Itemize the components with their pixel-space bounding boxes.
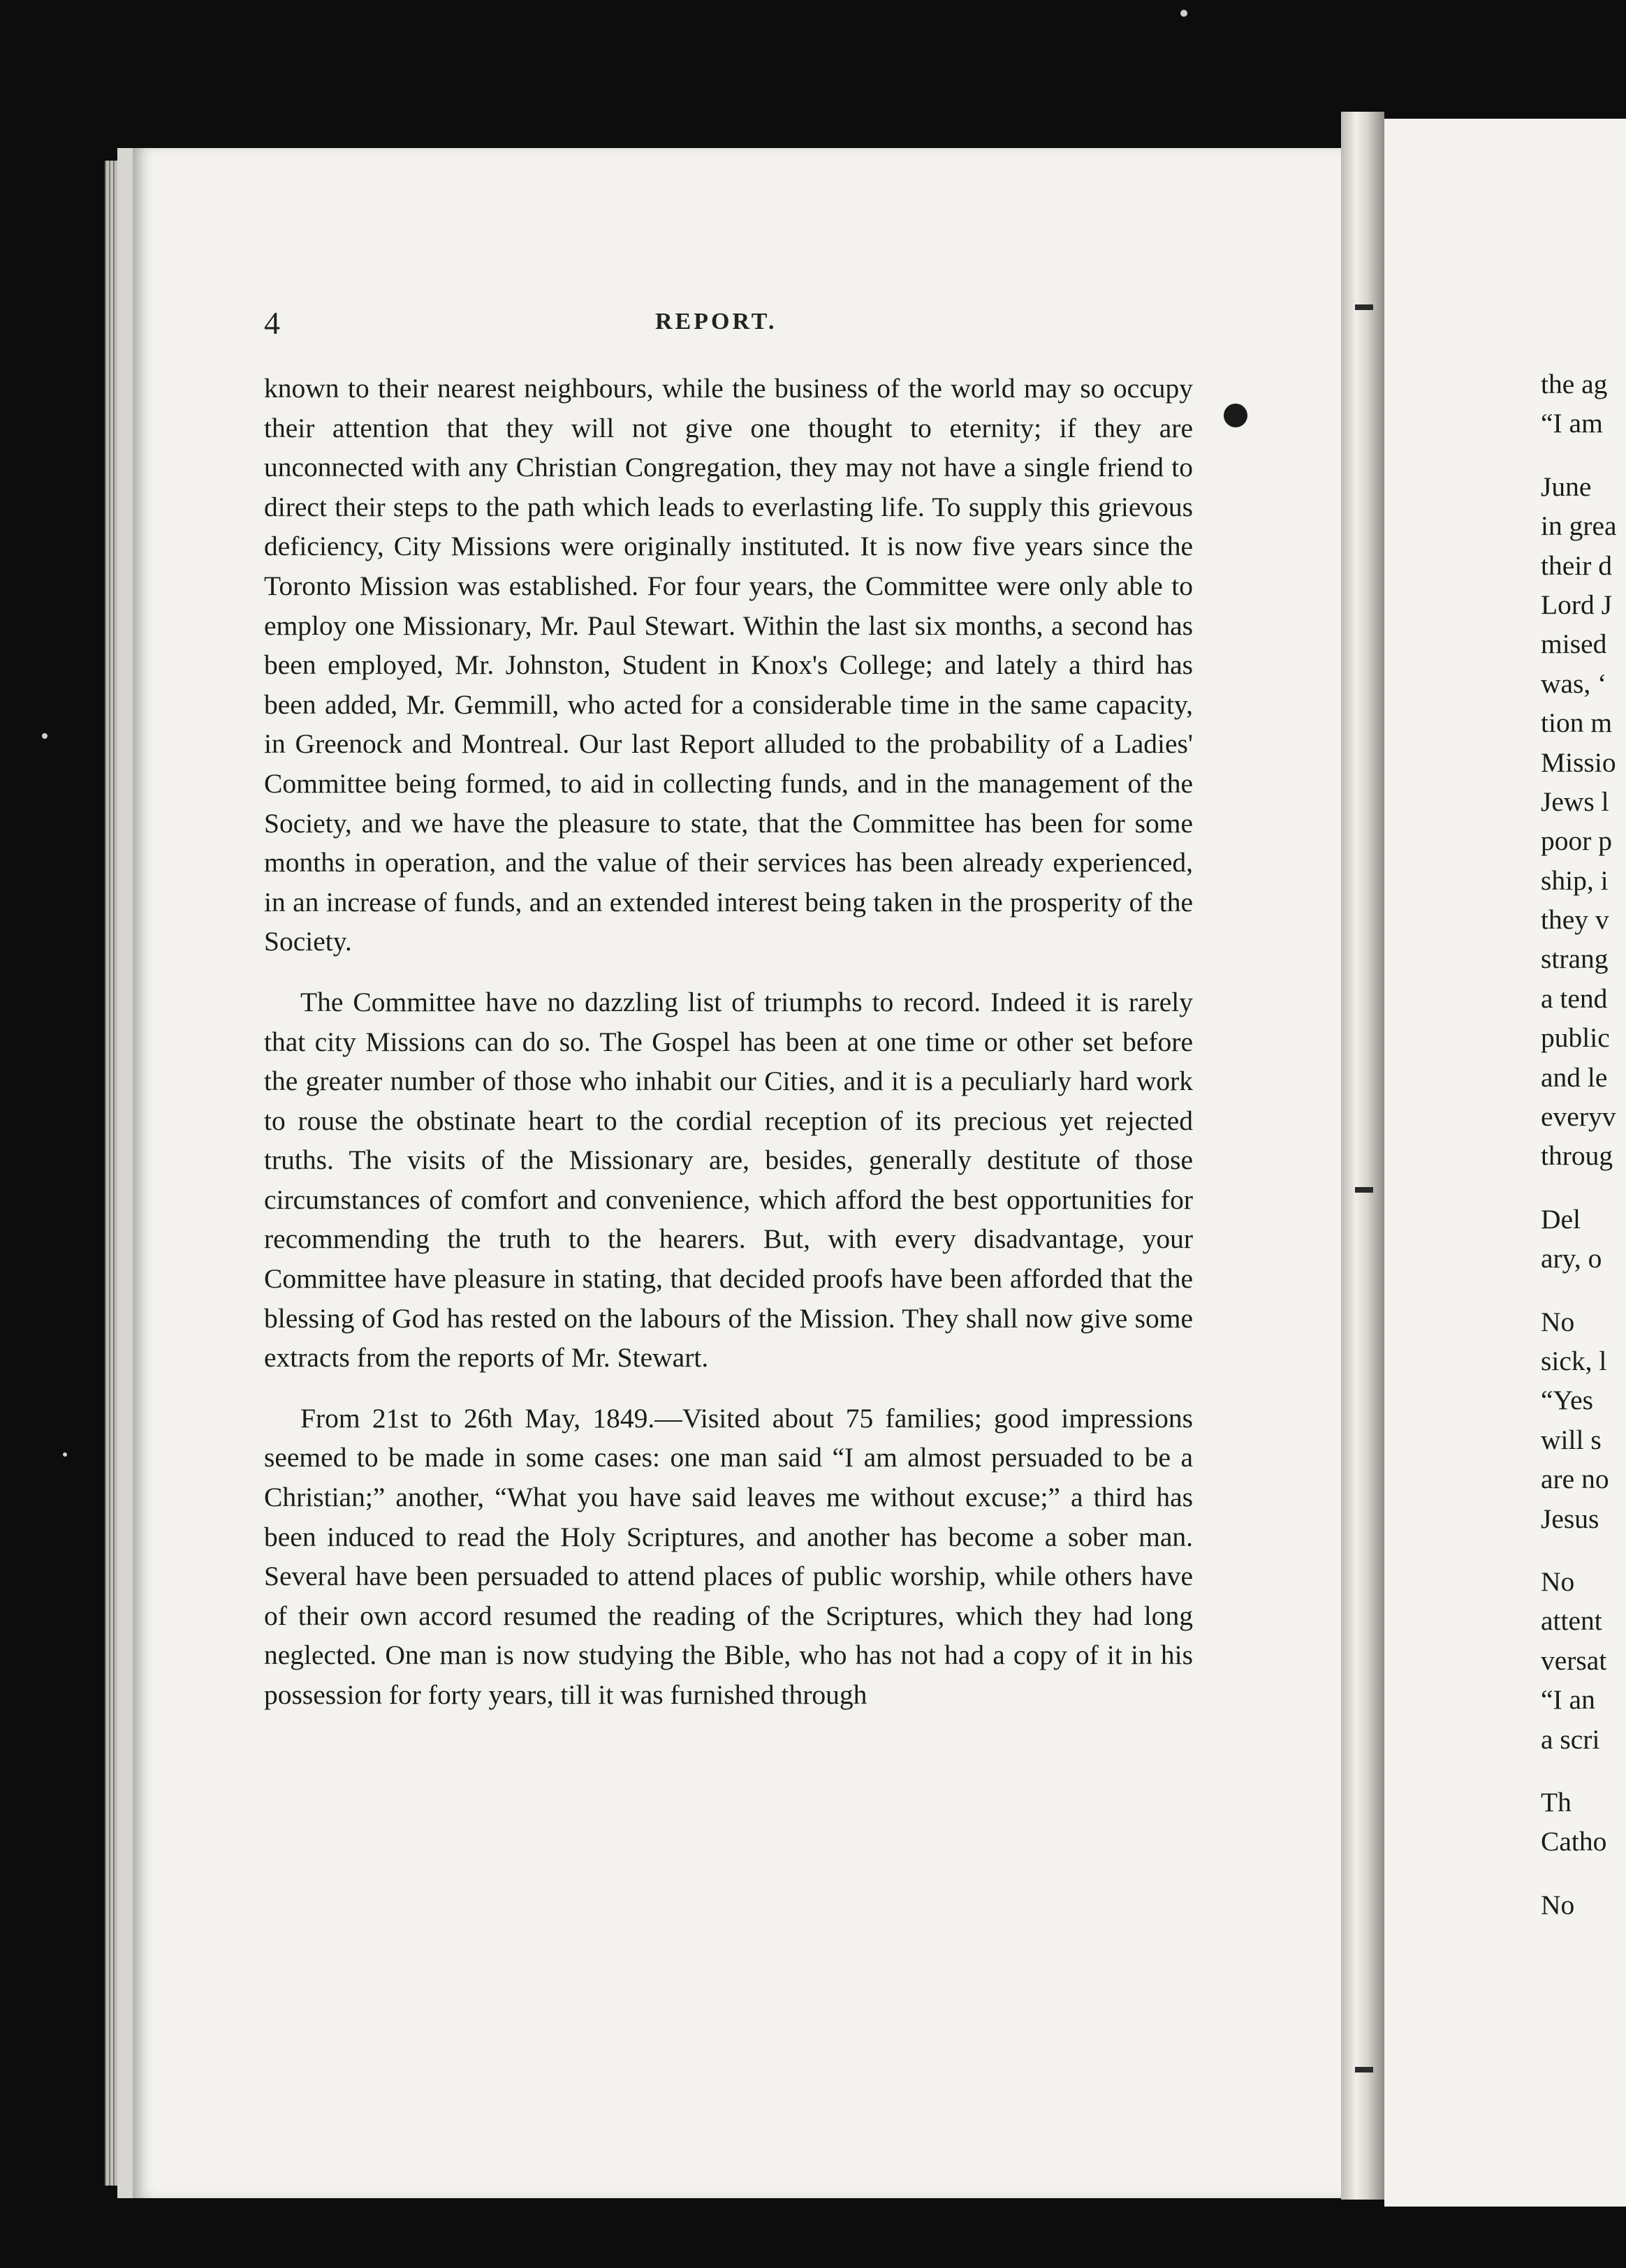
right-fragment-line: Jews l — [1541, 786, 1609, 817]
right-fragment-block-5 — [1541, 1562, 1626, 1759]
paragraph-3: From 21st to 26th May, 1849.—Visited about 75 families; good impressions seemed to be made in some cases: one man said “I am almost persuaded to be a Christian;” another, “What you have said leaves me without excuse;” a third has been induced to read the Holy Scriptures, and another has become a sober man. Several have been persuaded to attend places of public worship, while others have of their own accord resumed the reading of the Scriptures, which they had long neglected. One man is now studying the Bible, who has not had a copy of it in his possession for forty years, till it was furnished through — [264, 1402, 1193, 1710]
right-fragment-line: Jesus — [1541, 1503, 1599, 1534]
right-fragment-line: was, ‘ — [1541, 668, 1607, 699]
right-fragment-line: ary, o — [1541, 1243, 1602, 1274]
ink-blot — [1224, 404, 1247, 427]
right-fragment-line: will s — [1541, 1424, 1602, 1455]
right-fragment-line: Lord J — [1541, 589, 1613, 620]
right-fragment-line: Catho — [1541, 1826, 1607, 1857]
right-fragment-line: a scri — [1541, 1723, 1600, 1755]
right-fragment-line: Th — [1541, 1786, 1572, 1818]
dust-speck — [42, 733, 47, 739]
page-number: 4 — [264, 305, 280, 341]
right-fragment-line: in grea — [1541, 510, 1617, 542]
right-fragment-line: Del — [1541, 1203, 1581, 1235]
right-fragment-line: ship, i — [1541, 864, 1609, 896]
page-header — [264, 304, 1193, 346]
right-fragment-line: No — [1541, 1889, 1575, 1920]
right-fragment-block-7 — [1541, 1885, 1626, 1924]
right-fragment-line: “Yes — [1541, 1385, 1594, 1416]
body-text — [264, 369, 1193, 1736]
right-fragment-line: the ag — [1541, 369, 1608, 399]
dust-speck — [63, 1452, 67, 1457]
right-fragment-line: a tend — [1541, 982, 1608, 1014]
right-fragment-block-3 — [1541, 1200, 1626, 1279]
right-fragment-line: everyv — [1541, 1101, 1616, 1133]
paragraph-2: The Committee have no dazzling list of triumphs to record. Indeed it is rarely that city Missions can do so. The Gospel has been at one time or other set before the greater number of those who inhabit our Cities, and it is a peculiarly hard work to rouse the obstinate heart to the cordial reception of its precious yet rejected truths. The visits of the Missionary are, besides, generally destitute of those circumstances of comfort and convenience, which afford the best opportunities for recommending the truth to the hearers. But, with every disadvantage, your Committee have pleasure in stating, that decided proofs have been afforded that the blessing of God has rested on the labours of the Mission. They shall now give some extracts from the reports of Mr. Stewart. — [264, 986, 1193, 1374]
binding-stitch — [1355, 304, 1373, 310]
right-fragment-line: they v — [1541, 904, 1609, 936]
dust-speck — [1180, 10, 1187, 17]
right-fragment-line: their d — [1541, 550, 1613, 581]
right-fragment-block-4 — [1541, 1302, 1626, 1538]
right-fragment-line: strang — [1541, 943, 1609, 975]
right-fragment-line: versat — [1541, 1644, 1607, 1676]
right-fragment-line: tion m — [1541, 707, 1613, 739]
right-fragment-line: attent — [1541, 1605, 1602, 1637]
binding-stitch — [1355, 1187, 1373, 1193]
right-fragment-line: sick, l — [1541, 1345, 1607, 1376]
right-fragment-block-2 — [1541, 467, 1626, 1176]
right-fragment-line: throug — [1541, 1140, 1613, 1172]
right-fragment-line: Missio — [1541, 746, 1616, 778]
right-fragment-line: public — [1541, 1022, 1610, 1054]
paragraph-1: known to their nearest neighbours, while the business of the world may so occupy their attention that they will not give one thought to eternity; if they are unconnected with any Christian Congregation, they may not have a single friend to direct their steps to the path which leads to everlasting life. To supply this grievous deficiency, City Missions were originally instituted. It is now five years since the Toronto Mission was established. For four years, the Committee were only able to employ one Missionary, Mr. Paul Stewart. Within the last six months, a second has been employed, Mr. Johnston, Student in Knox's College; and lately a third has been added, Mr. Gemmill, who acted for a considerable time in the same capacity, in Greenock and Montreal. Our last Report alluded to the probability of a Ladies' Committee being formed, to aid in collecting funds, and in the management of the Society, and we have the pleasure to state, that the Committee has been for some months in operation, and the value of their services has been already experienced, in an increase of funds, and an extended interest being taken in the prosperity of the Society. — [264, 373, 1193, 957]
right-fragment-block-1 — [1541, 364, 1626, 443]
binding-stitch — [1355, 2067, 1373, 2072]
right-fragment-line: “I am — [1541, 408, 1603, 439]
right-fragment-line: are no — [1541, 1464, 1609, 1495]
book-gutter — [1341, 112, 1384, 2200]
right-fragment-line: June — [1541, 471, 1592, 502]
right-fragment-line: mised — [1541, 628, 1607, 660]
right-fragment-line: poor p — [1541, 825, 1613, 857]
running-head: REPORT. — [655, 309, 777, 334]
right-fragment-line: “I an — [1541, 1684, 1595, 1716]
right-fragment-line: and le — [1541, 1061, 1608, 1093]
right-fragment-block-6 — [1541, 1783, 1626, 1862]
right-fragment-line: No — [1541, 1306, 1575, 1337]
right-fragment-line: No — [1541, 1566, 1575, 1597]
right-page-text — [1541, 364, 1626, 1924]
